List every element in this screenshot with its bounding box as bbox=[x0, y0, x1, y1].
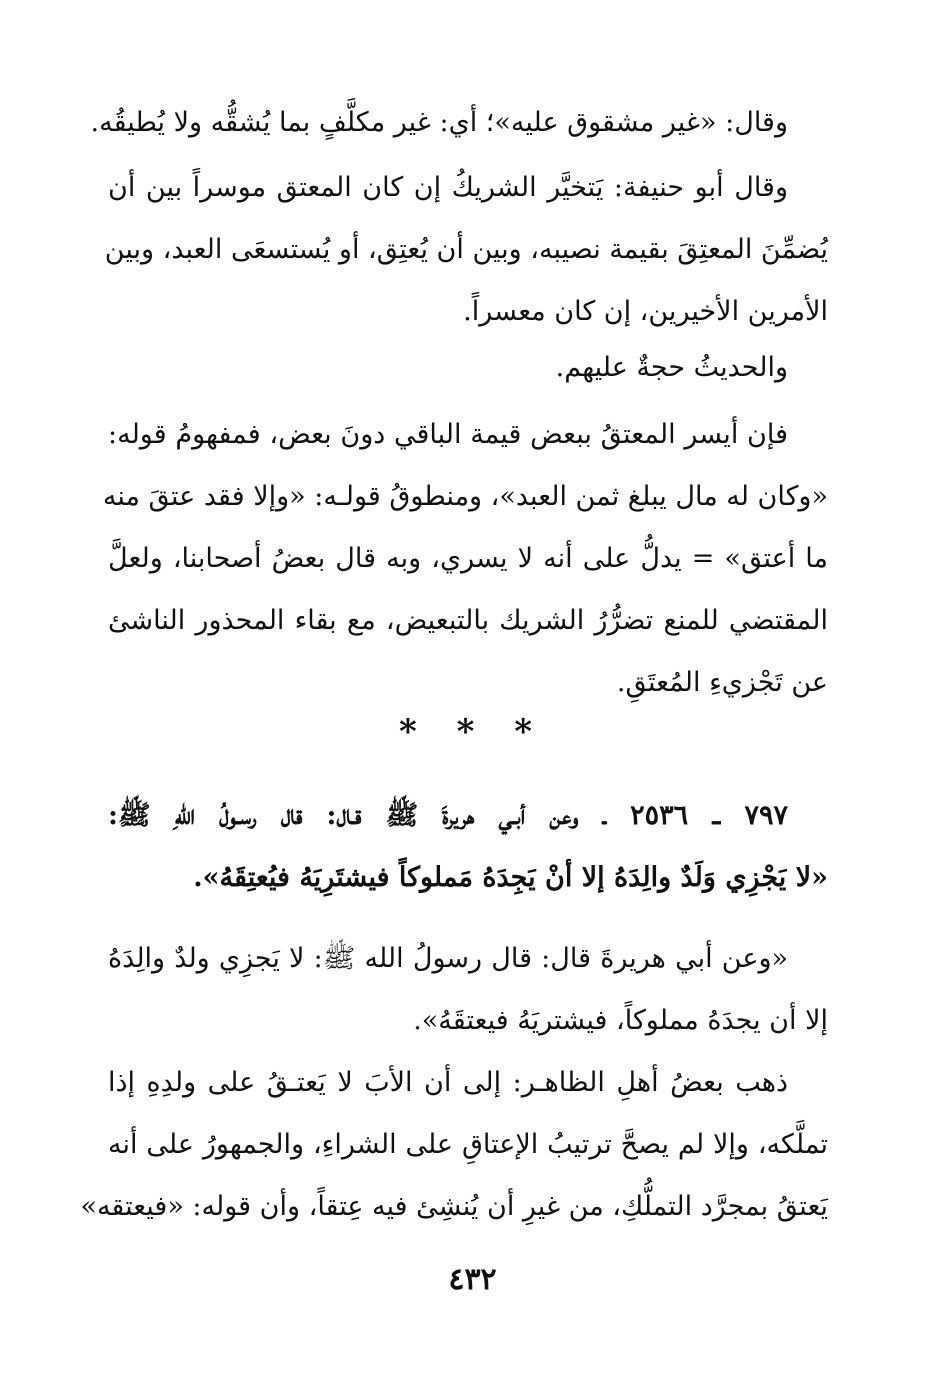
text-line: «وعن أبي هريرةَ قال: قال رسولُ الله ﷺ: لا يَجزِي ولدٌ والِدَهُ bbox=[108, 943, 788, 974]
text-line: إلا أن يجدَهُ مملوكاً، فيشتريَهُ فيعتقَهُ». bbox=[413, 1005, 828, 1036]
text-line: تملَّكه، وإلا لم يصحَّ ترتيبُ الإعتاقِ على الشراءِ، والجمهورُ على أنه bbox=[108, 1129, 828, 1160]
page-number: ٤٣٢ bbox=[448, 1262, 497, 1297]
text-line: ما أعتق» = يدلُّ على أنه لا يسري، وبه قال بعضُ أصحابنا، ولعلَّ bbox=[108, 543, 828, 574]
text-line: وقال: «غير مشقوق عليه»؛ أي: غير مكلَّفٍ بما يُشقُّه ولا يُطيقُه. bbox=[90, 107, 788, 138]
hadith-heading bbox=[108, 785, 828, 909]
text-line: فإن أيسر المعتقُ ببعض قيمة الباقي دونَ بعض، فمفهومُ قوله: bbox=[108, 419, 788, 450]
paragraph-4 bbox=[102, 404, 828, 714]
text-line: «وكان له مال يبلغ ثمن العبد»، ومنطوقُ قولـه: «وإلا فقد عتقَ منه bbox=[102, 481, 828, 512]
section-separator: * * * bbox=[398, 712, 546, 752]
text-line: وقال أبو حنيفة: يَتخيَّر الشريكُ إن كان المعتق موسراً بين أن bbox=[108, 172, 788, 203]
text-line: يُضمِّنَ المعتِقَ بقيمة نصيبه، وبين أن يُعتِق، أو يُستسعَى العبد، وبين bbox=[104, 234, 828, 265]
paragraph-quote bbox=[108, 928, 828, 1052]
text-line: ذهب بعضُ أهلِ الظاهـر: إلى أن الأبَ لا يَعتـقُ على ولدِهِ إذا bbox=[108, 1067, 788, 1098]
paragraph-commentary bbox=[80, 1052, 828, 1238]
text-line: والحديثُ حجةٌ عليهم. bbox=[555, 352, 788, 383]
text-line: ٧٩٧ ـ ٢٥٣٦ ـ وعن أبـي هريرةَ ﷺ قـال: قال رسـولُ اللهِ ﷺ: bbox=[108, 800, 788, 831]
paragraph-1 bbox=[90, 92, 828, 154]
text-line: الأمرين الأخيرين، إن كان معسراً. bbox=[463, 296, 828, 327]
text-line: «لا يَجْزِي وَلَدٌ والِدَهُ إلا أنْ يَجِدَهُ مَملوكاً فيشتَرِيَهُ فيُعتِقَهُ». bbox=[193, 862, 828, 893]
text-line: عن تَجْزيءِ المُعتَقِ. bbox=[616, 667, 828, 698]
text-line: يَعتقُ بمجرَّد التملُّكِ، من غيرِ أن يُنشِئ فيه عِتقاً، وأن قوله: «فيعتقه» bbox=[80, 1191, 828, 1222]
text-line: المقتضي للمنع تضرُّرُ الشريك بالتبعيض، مع بقاء المحذور الناشئ bbox=[108, 605, 828, 636]
paragraph-3 bbox=[108, 337, 828, 399]
paragraph-2 bbox=[104, 157, 828, 343]
